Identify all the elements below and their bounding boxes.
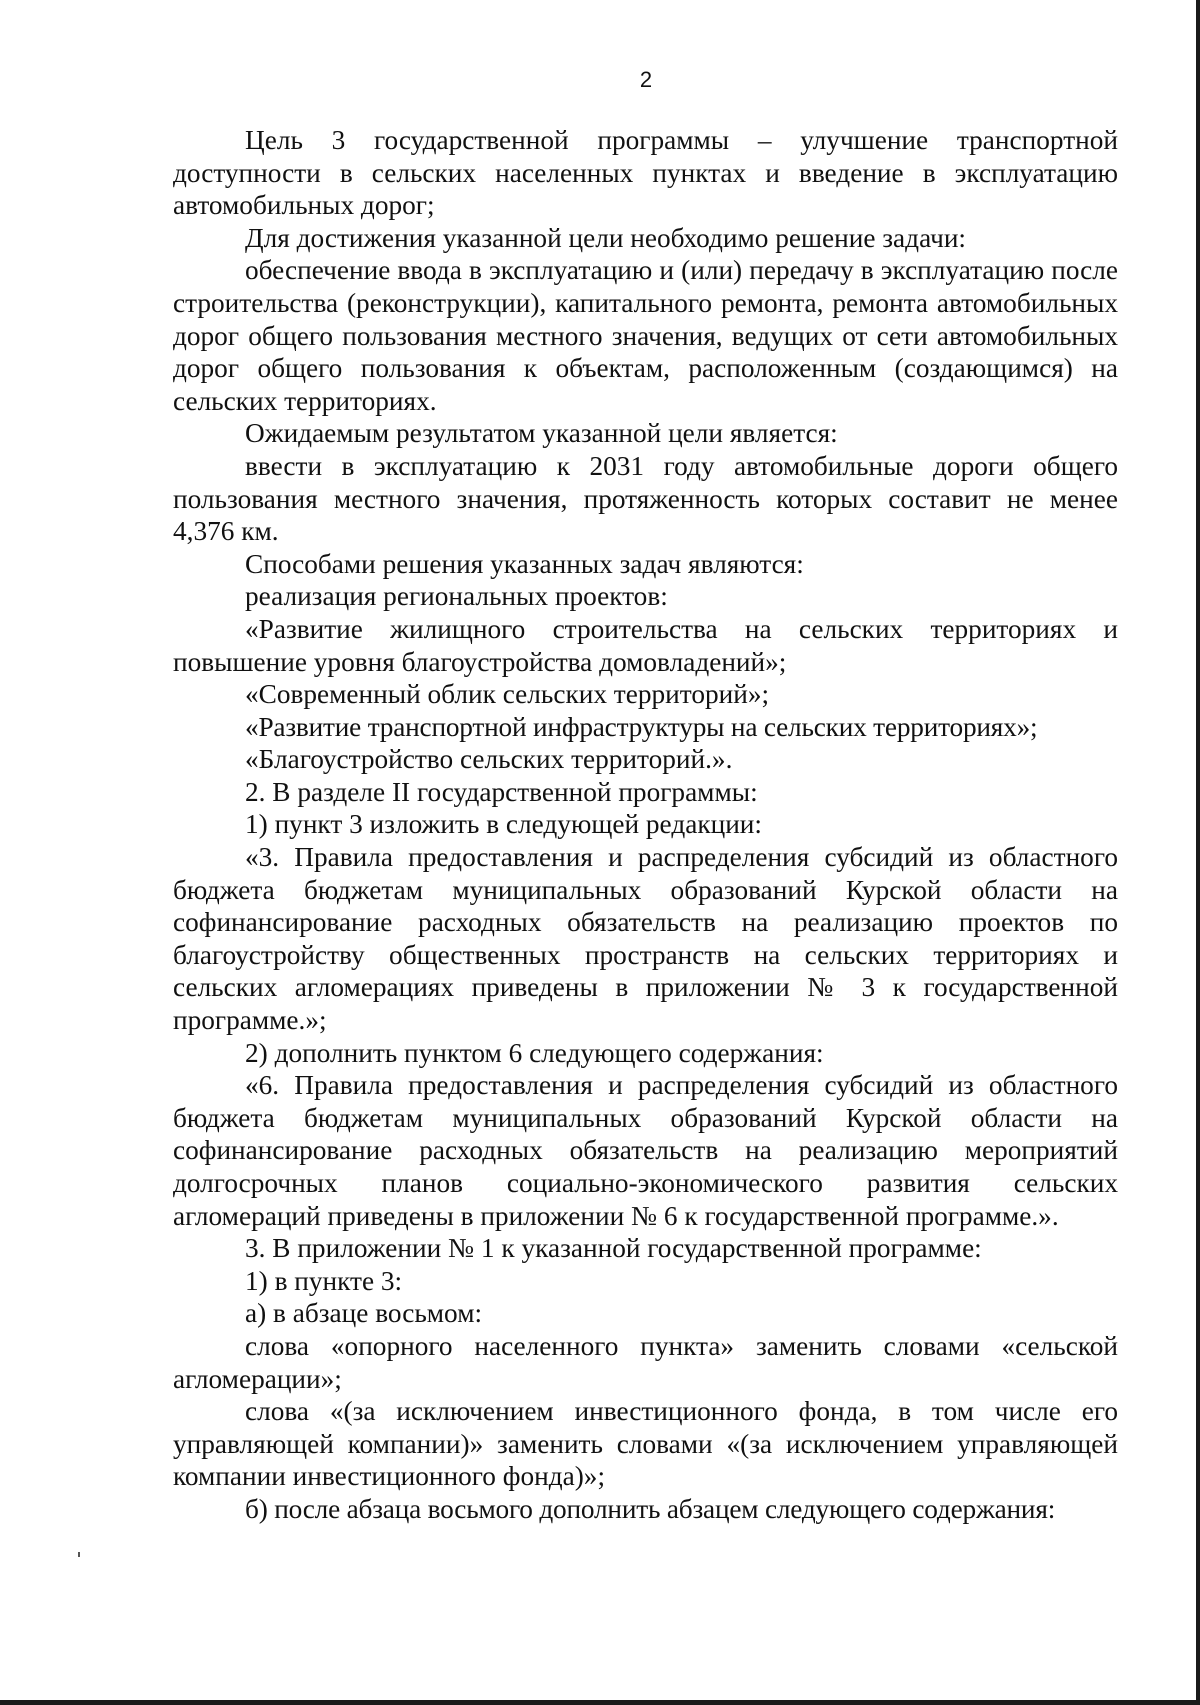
paragraph-goal-3: Цель 3 государственной программы – улучшение транспортной доступности в сельских населенных пунктах и введение в эксплуатацию автомобильных дорог; bbox=[173, 125, 1118, 221]
paragraph-project-housing: «Развитие жилищного строительства на сельских территориях и повышение уровня благоустройства домовладений»; bbox=[173, 613, 1118, 677]
paragraph-result-intro: Ожидаемым результатом указанной цели является: bbox=[245, 418, 838, 449]
scan-bottom-border bbox=[0, 1700, 1200, 1705]
paragraph-task: обеспечение ввода в эксплуатацию и (или) передачу в эксплуатацию после строительства (реконструкции), капитального ремонта, ремонта автомобильных дорог общего пользования местного значения, ведущих от сети автомобильных дорог общего пользования к объектам, расположенным (создающимся) на сельских территориях. bbox=[173, 255, 1118, 416]
paragraph-subpoint-b: б) после абзаца восьмого дополнить абзацем следующего содержания: bbox=[245, 1493, 1056, 1524]
paragraph-replace-fund: слова «(за исключением инвестиционного фонда, в том числе его управляющей компании)» заменить словами «(за исключением управляющей компании инвестиционного фонда)»; bbox=[173, 1396, 1118, 1492]
paragraph-project-transport: «Развитие транспортной инфраструктуры на сельских территориях»; bbox=[245, 711, 1038, 742]
paragraph-replace-agglomeration: слова «опорного населенного пункта» заменить словами «сельской агломерации»; bbox=[173, 1330, 1118, 1394]
page-number: 2 bbox=[639, 67, 653, 92]
paragraph-result: ввести в эксплуатацию к 2031 году автомобильные дороги общего пользования местного значения, протяженность которых составит не менее 4,376 км. bbox=[173, 450, 1118, 547]
paragraph-project-modern-look: «Современный облик сельских территорий»; bbox=[245, 679, 770, 710]
paragraph-point-3: 1) в пункте 3: bbox=[245, 1265, 403, 1296]
paragraph-subpoint-a: а) в абзаце восьмом: bbox=[245, 1298, 483, 1329]
paragraph-regional-projects: реализация региональных проектов: bbox=[245, 581, 668, 612]
scan-right-border bbox=[1196, 0, 1200, 1705]
paragraph-task-intro: Для достижения указанной цели необходимо решение задачи: bbox=[245, 222, 967, 253]
paragraph-project-landscaping: «Благоустройство сельских территорий.». bbox=[245, 744, 733, 775]
paragraph-appendix-1: 3. В приложении № 1 к указанной государственной программе: bbox=[245, 1233, 982, 1264]
paragraph-rule-3: «3. Правила предоставления и распределения субсидий из областного бюджета бюджетам муниципальных образований Курской области на софинансирование расходных обязательств на реализацию проектов по благоустройству общественных пространств на сельских территориях и сельских агломерациях приведены в приложении № 3 к государственной программе.»; bbox=[173, 842, 1118, 1036]
paragraph-methods-intro: Способами решения указанных задач являются: bbox=[245, 548, 804, 579]
paragraph-item-1: 1) пункт 3 изложить в следующей редакции: bbox=[245, 809, 762, 840]
document-body bbox=[173, 124, 1118, 1526]
paragraph-item-2: 2) дополнить пунктом 6 следующего содержания: bbox=[245, 1037, 824, 1068]
paragraph-section-2: 2. В разделе II государственной программы: bbox=[245, 776, 758, 807]
scan-speck bbox=[78, 1552, 80, 1557]
paragraph-rule-6: «6. Правила предоставления и распределения субсидий из областного бюджета бюджетам муниципальных образований Курской области на софинансирование расходных обязательств на реализацию мероприятий долгосрочных планов социально-экономического развития сельских агломераций приведены в приложении № 6 к государственной программе.». bbox=[173, 1070, 1118, 1231]
